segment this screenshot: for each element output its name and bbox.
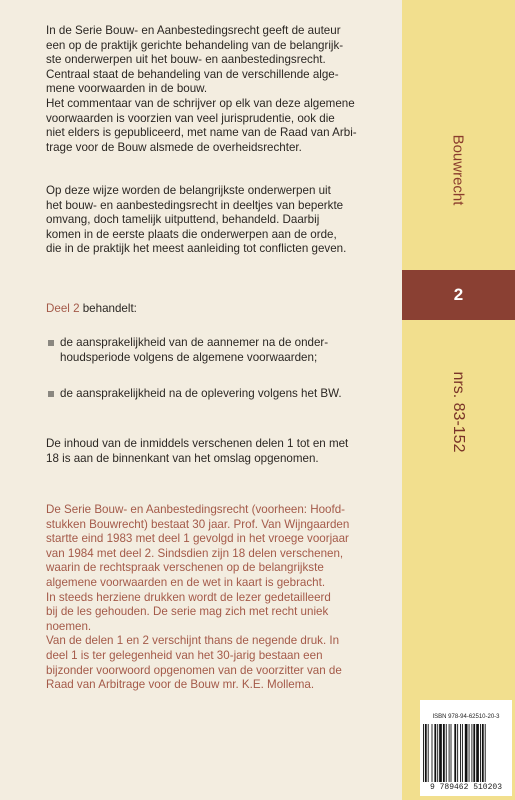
- barcode-bars-icon: [422, 724, 508, 782]
- intro-text-block-2: [46, 184, 396, 257]
- deel-rest: behandelt:: [79, 302, 137, 315]
- deel-label: Deel 2: [46, 302, 80, 315]
- isbn-digits: 9 789462 510203: [429, 783, 502, 792]
- spine-top-section: [402, 0, 515, 270]
- history-text: De Serie Bouw- en Aanbestedingsrecht (voorheen: Hoofd- stukken Bouwrecht) bestaat 30 jaar. Prof. Van Wijngaarden startte eind 1983 met deel 1 gevolgd in het vroege voorjaar van 1984 met deel 2. Sindsdien zijn 18 delen verschenen, waarin de rechtspraak verschenen op de belangrijkste algemene voorwaarden en de wet in kaart is gebracht. In steeds herziene drukken wordt de lezer gedetailleerd bij de les gehouden. De serie mag zich met recht uniek noemen. Van de delen 1 en 2 verschijnt thans de negende druk. In deel 1 is ter gelegenheid van het 30-jarig bestaan een bijzonder voorwoord opgenomen van de voorzitter van de Raad van Arbitrage voor de Bouw mr. K.E. Mollema.: [46, 503, 350, 692]
- inhoud-text: De inhoud van de inmiddels verschenen delen 1 tot en met 18 is aan de binnenkant van het omslag opgenomen.: [46, 437, 349, 465]
- isbn-label: ISBN 978-94-62510-20-3: [432, 714, 500, 720]
- intro-text-block: [46, 24, 396, 155]
- history-block: [46, 503, 396, 693]
- bullet-text: de aansprakelijkheid van de aannemer na de onder- houdsperiode volgens de algemene voorwaarden;: [60, 336, 329, 364]
- series-title: Bouwrecht: [449, 134, 467, 206]
- intro-paragraph-2: Op deze wijze worden de belangrijkste onderwerpen uit het bouw- en aanbestedingsrecht in deeltjes van beperkte omvang, doch tamelijk uitputtend, behandeld. Daarbij komen in de eerste plaats die onderwerpen aan de orde, die in de praktijk het meest aanleiding tot conflicten geven.: [46, 184, 347, 256]
- bullet-text: de aansprakelijkheid na de oplevering volgens het BW.: [60, 387, 342, 400]
- deel-heading: [46, 302, 396, 317]
- volume-band: [402, 270, 515, 320]
- volume-number: 2: [453, 285, 464, 304]
- spine-strip: [402, 0, 515, 800]
- bullet-square-icon: [48, 340, 54, 346]
- bullet-square-icon: [48, 391, 54, 397]
- intro-paragraph-1: In de Serie Bouw- en Aanbestedingsrecht geeft de auteur een op de praktijk gerichte behandeling van de belangrijk- ste onderwerpen uit het bouw- en aanbestedingsrecht. Centraal staat de behandeling van de verschillende alge- mene voorwaarden in de bouw. Het commentaar van de schrijver op elk van deze algemene voorwaarden is voorzien van veel jurisprudentie, ook die niet elders is gepubliceerd, met name van de Raad van Arbi- trage voor de Bouw alsmede de overheidsrechter.: [46, 24, 357, 154]
- barcode: [420, 700, 512, 796]
- numbers-range: nrs. 83-152: [450, 371, 467, 453]
- inhoud-block: [46, 437, 396, 466]
